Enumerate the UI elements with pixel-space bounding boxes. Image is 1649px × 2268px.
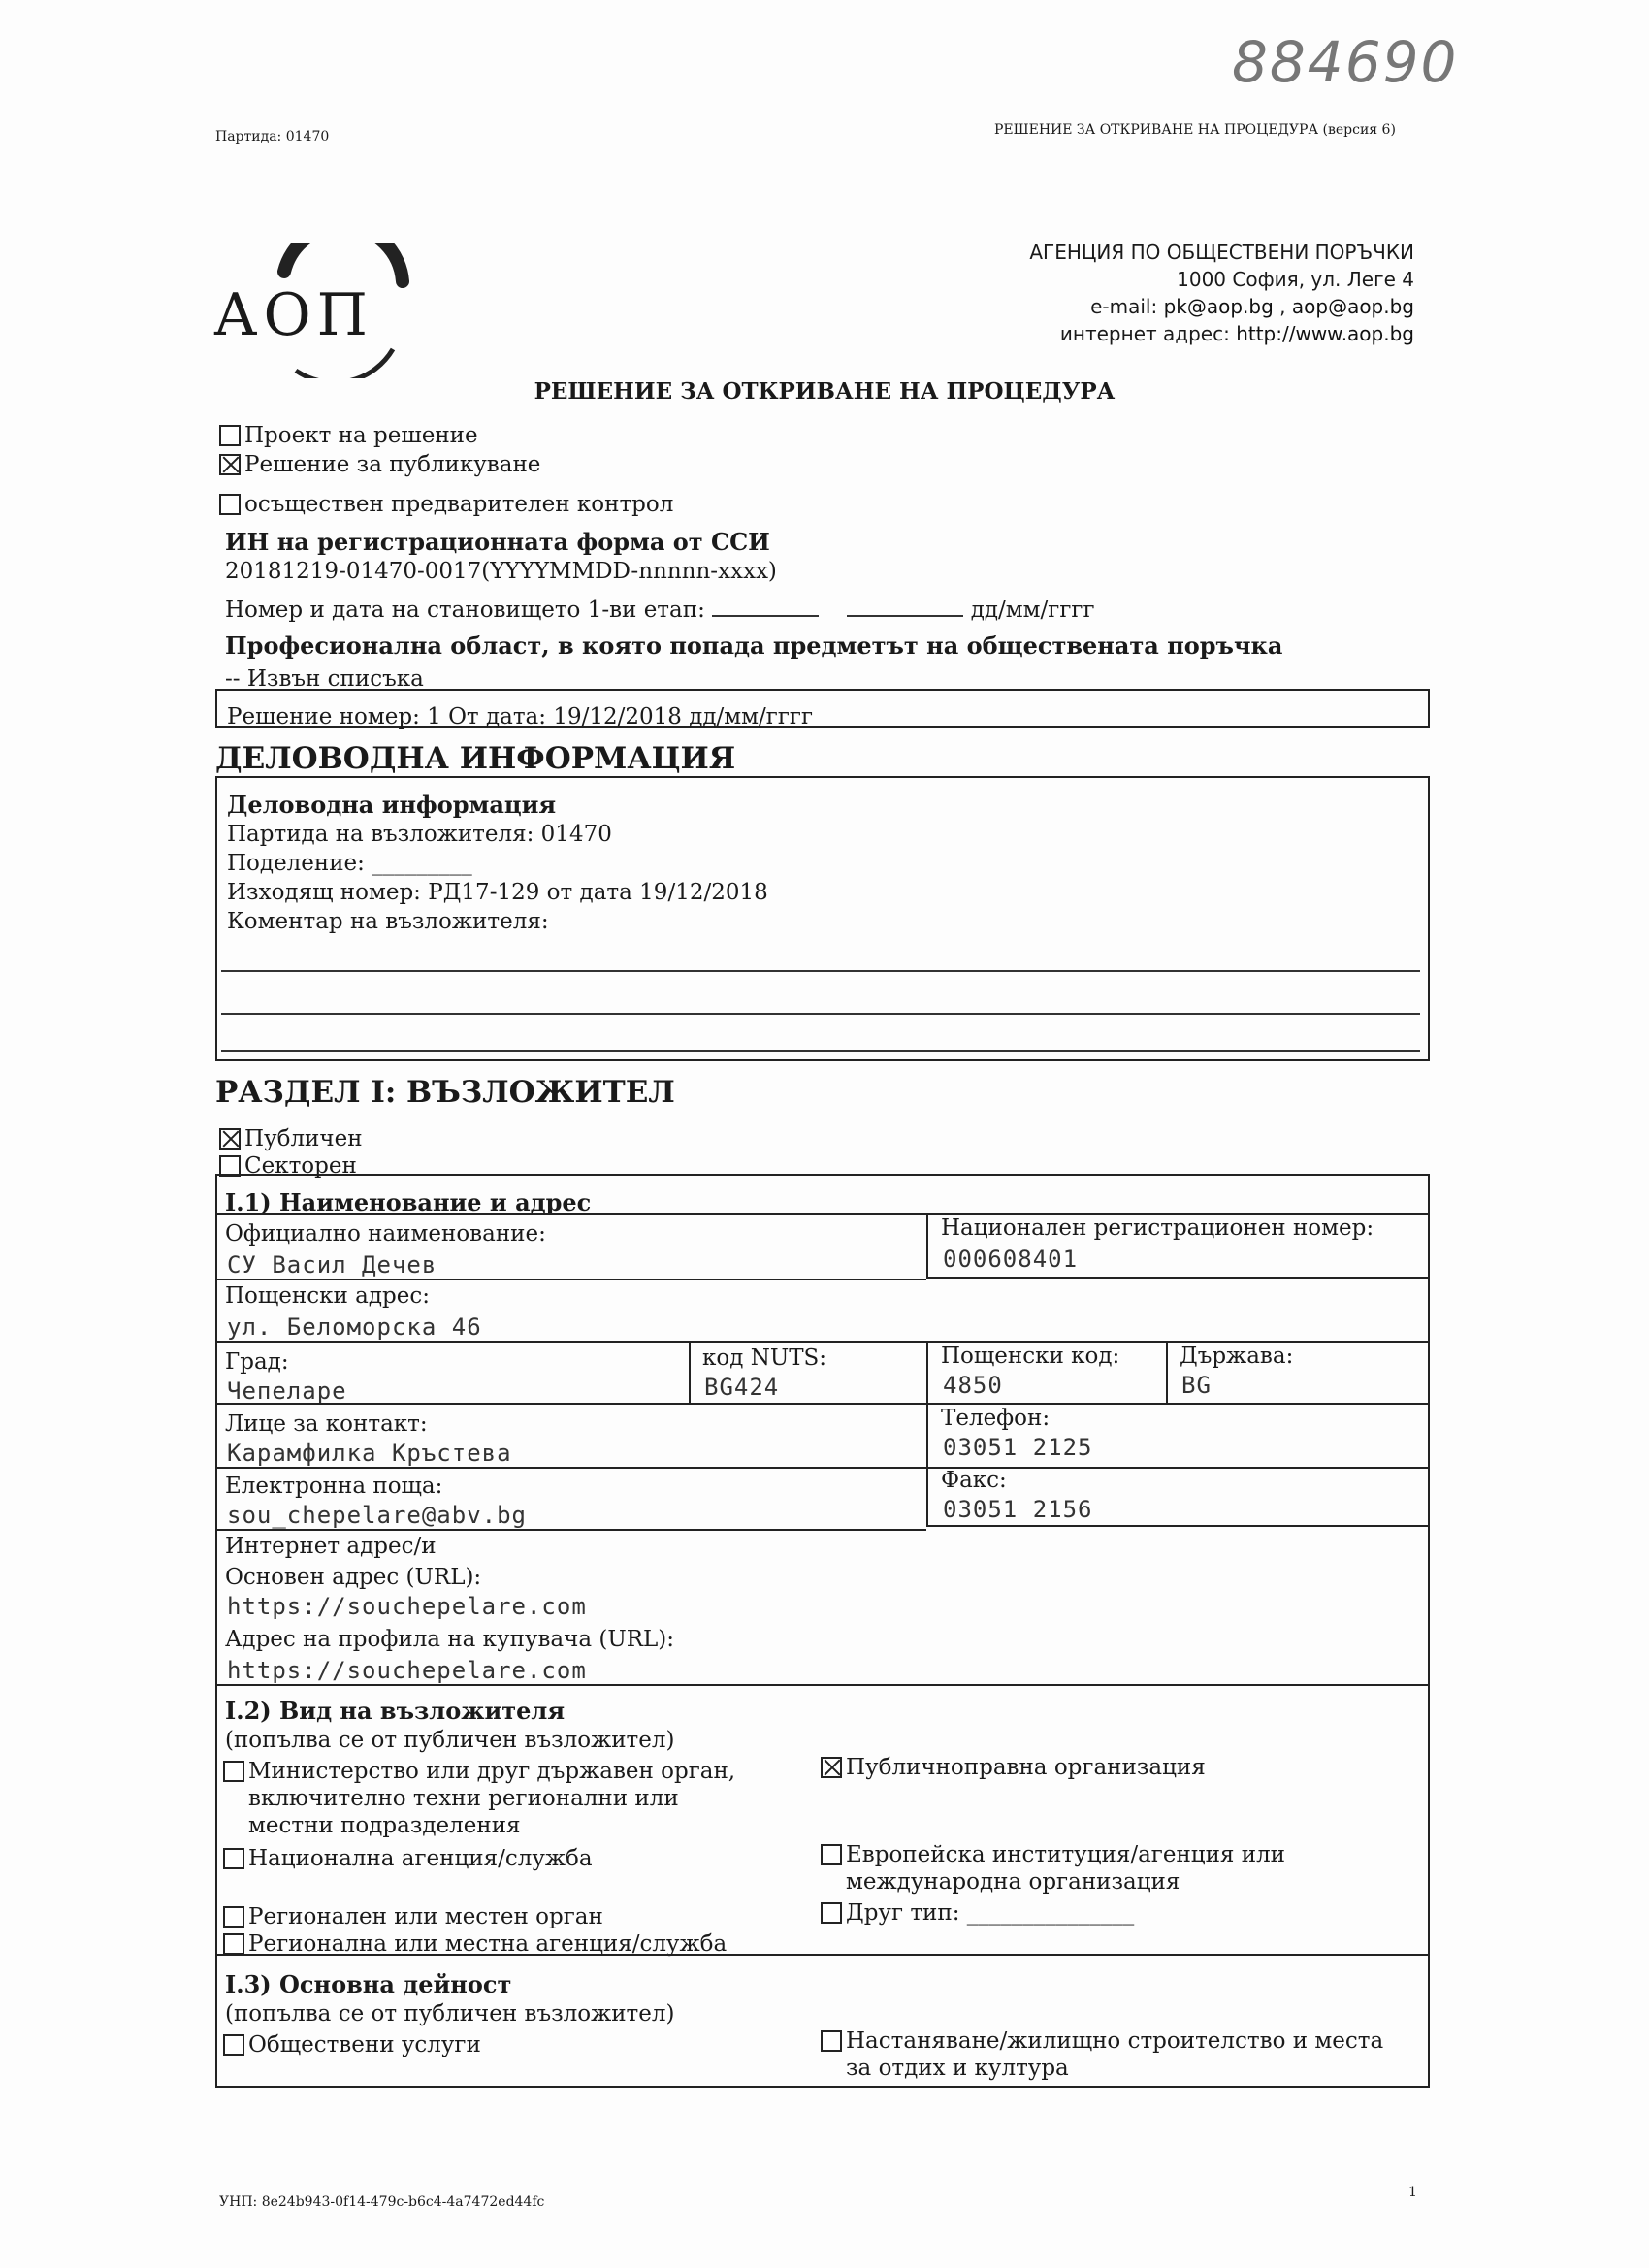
ssi-value: 20181219-01470-0017(YYYYMMDD-nnnnn-xxxx): [225, 559, 777, 584]
prior-control-label: осъществен предварителен контрол: [244, 492, 674, 517]
public-law-label: Публичноправна организация: [846, 1755, 1206, 1780]
option-ministry[interactable]: [223, 1758, 766, 1839]
eu-institution-checkbox[interactable]: [821, 1844, 842, 1865]
postal-address-label: Пощенски адрес:: [225, 1283, 430, 1309]
agency-name: АГЕНЦИЯ ПО ОБЩЕСТВЕНИ ПОРЪЧКИ: [1029, 241, 1414, 264]
public-law-checkbox[interactable]: [821, 1757, 842, 1778]
email-label: Електронна поща:: [225, 1474, 443, 1499]
option-housing[interactable]: [821, 2027, 1403, 2082]
filing-box: [215, 776, 1430, 1061]
section1-title: РАЗДЕЛ I: ВЪЗЛОЖИТЕЛ: [215, 1075, 675, 1110]
fax-value[interactable]: 03051 2156: [943, 1496, 1093, 1523]
eu-institution-label: Европейска институция/агенция или международна организация: [846, 1842, 1286, 1895]
contact-value[interactable]: Карамфилка Кръстева: [227, 1440, 512, 1467]
i1-heading: I.1) Наименование и адрес: [225, 1188, 592, 1216]
prior-control-checkbox[interactable]: [219, 494, 241, 515]
footer-unp: УНП: 8e24b943-0f14-479c-b6c4-4a7472ed44fc: [219, 2194, 545, 2210]
phone-label: Телефон:: [941, 1406, 1051, 1431]
agency-web-row: [1029, 320, 1414, 347]
contact-label: Лице за контакт:: [225, 1411, 428, 1437]
handwritten-number: 884690: [1232, 29, 1459, 95]
phone-value[interactable]: 03051 2125: [943, 1434, 1093, 1461]
option-public-law[interactable]: [821, 1754, 1206, 1781]
option-public[interactable]: [219, 1125, 363, 1152]
comment-line[interactable]: [221, 970, 1420, 972]
opinion-label: Номер и дата на становището 1-ви етап:: [225, 598, 705, 623]
housing-checkbox[interactable]: [821, 2030, 842, 2052]
main-url-label: Основен адрес (URL):: [225, 1565, 482, 1590]
ministry-label: Министерство или друг държавен орган, включително техни регионални или местни подразделения: [248, 1759, 736, 1838]
email-value[interactable]: sou_chepelare@abv.bg: [227, 1502, 527, 1529]
option-other-type[interactable]: [821, 1899, 1134, 1927]
web-link[interactable]: http://www.aop.bg: [1236, 322, 1414, 345]
option-public-services[interactable]: [223, 2031, 481, 2058]
opinion-number-field[interactable]: [712, 615, 819, 617]
option-publish[interactable]: [219, 451, 540, 478]
filing-outgoing: Изходящ номер: РД17-129 от дата 19/12/2018: [227, 880, 768, 905]
option-national-agency[interactable]: [223, 1845, 593, 1872]
public-services-checkbox[interactable]: [223, 2034, 244, 2056]
email-separator: ,: [1279, 295, 1286, 318]
country-value[interactable]: BG: [1181, 1372, 1212, 1399]
official-name-value[interactable]: СУ Васил Дечев: [227, 1251, 437, 1279]
nuts-label: код NUTS:: [702, 1345, 827, 1371]
public-label: Публичен: [244, 1126, 363, 1151]
opinion-date-field[interactable]: [847, 615, 963, 617]
aop-logo: [209, 243, 412, 378]
other-type-checkbox[interactable]: [821, 1902, 842, 1924]
filing-batch: Партида на възложителя: 01470: [227, 822, 612, 847]
professional-area-heading: Професионална област, в която попада предметът на обществената поръчка: [225, 632, 1283, 660]
batch-label: Партида: 01470: [215, 129, 330, 145]
postal-address-value[interactable]: ул. Беломорска 46: [227, 1313, 482, 1341]
other-type-label: Друг тип: _______________: [846, 1900, 1135, 1926]
nuts-value[interactable]: BG424: [704, 1374, 780, 1401]
filing-department: Поделение: _________: [227, 851, 472, 876]
reg-no-label: Национален регистрационен номер:: [941, 1215, 1374, 1241]
logo-text: АОП: [213, 281, 373, 349]
doc-version: РЕШЕНИЕ ЗА ОТКРИВАНЕ НА ПРОЦЕДУРА (версия 6): [994, 122, 1396, 138]
publish-label: Решение за публикуване: [244, 452, 541, 477]
draft-checkbox[interactable]: [219, 425, 241, 446]
decision-line: Решение номер: 1 От дата: 19/12/2018 дд/мм/гггг: [227, 704, 814, 729]
i2-heading: I.2) Вид на възложителя: [225, 1697, 566, 1725]
buyer-url-label: Адрес на профила на купувача (URL):: [225, 1627, 675, 1652]
regional-body-label: Регионален или местен орган: [248, 1904, 603, 1929]
agency-email-row: [1029, 293, 1414, 320]
main-url-value[interactable]: https://souchepelare.com: [227, 1593, 587, 1620]
filing-comment-label: Коментар на възложителя:: [227, 909, 549, 934]
email-label: e-mail:: [1090, 295, 1158, 318]
page-title: РЕШЕНИЕ ЗА ОТКРИВАНЕ НА ПРОЦЕДУРА: [534, 378, 1116, 405]
filing-section-title: ДЕЛОВОДНА ИНФОРМАЦИЯ: [215, 741, 736, 776]
i3-heading: I.3) Основна дейност: [225, 1970, 512, 1998]
public-checkbox[interactable]: [219, 1128, 241, 1150]
opinion-date-format: дд/мм/гггг: [970, 598, 1095, 623]
i2-note: (попълва се от публичен възложител): [225, 1728, 675, 1753]
option-draft[interactable]: [219, 422, 478, 449]
page-number: 1: [1408, 2185, 1417, 2200]
reg-no-value[interactable]: 000608401: [943, 1246, 1079, 1273]
fax-label: Факс:: [941, 1468, 1007, 1493]
national-agency-checkbox[interactable]: [223, 1848, 244, 1869]
web-label: интернет адрес:: [1059, 322, 1230, 345]
buyer-url-value[interactable]: https://souchepelare.com: [227, 1657, 587, 1684]
regional-body-checkbox[interactable]: [223, 1906, 244, 1928]
official-name-label: Официално наименование:: [225, 1221, 546, 1247]
draft-label: Проект на решение: [244, 423, 478, 448]
option-prior-control[interactable]: [219, 491, 673, 518]
postcode-value[interactable]: 4850: [943, 1372, 1003, 1399]
option-regional-body[interactable]: [223, 1903, 603, 1930]
professional-area-value: -- Извън списъка: [225, 666, 424, 692]
regional-agency-checkbox[interactable]: [223, 1933, 244, 1955]
housing-label: Настаняване/жилищно строителство и места за отдих и култура: [846, 2028, 1384, 2081]
decision-box: [215, 689, 1430, 728]
comment-line[interactable]: [221, 1013, 1420, 1015]
ministry-checkbox[interactable]: [223, 1761, 244, 1782]
email-link-pk[interactable]: pk@aop.bg: [1163, 295, 1274, 318]
opinion-row: [225, 597, 1095, 624]
ssi-heading: ИН на регистрационната форма от ССИ: [225, 528, 770, 556]
email-link-aop[interactable]: aop@aop.bg: [1291, 295, 1414, 318]
national-agency-label: Национална агенция/служба: [248, 1846, 593, 1871]
regional-agency-label: Регионална или местна агенция/служба: [248, 1931, 728, 1957]
comment-line[interactable]: [221, 1050, 1420, 1052]
publish-checkbox[interactable]: [219, 454, 241, 475]
country-label: Държава:: [1180, 1344, 1294, 1369]
i3-note: (попълва се от публичен възложител): [225, 2001, 675, 2026]
city-value[interactable]: Чепеларе: [227, 1377, 347, 1405]
postcode-label: Пощенски код:: [941, 1344, 1120, 1369]
filing-box-title: Деловодна информация: [227, 791, 557, 819]
public-services-label: Обществени услуги: [248, 2032, 481, 2057]
agency-address: 1000 София, ул. Леге 4: [1177, 268, 1414, 291]
sector-label: Секторен: [244, 1153, 357, 1179]
option-eu-institution[interactable]: [821, 1841, 1403, 1895]
internet-label: Интернет адрес/и: [225, 1534, 436, 1559]
agency-block: [1029, 239, 1414, 347]
city-label: Град:: [225, 1349, 289, 1375]
